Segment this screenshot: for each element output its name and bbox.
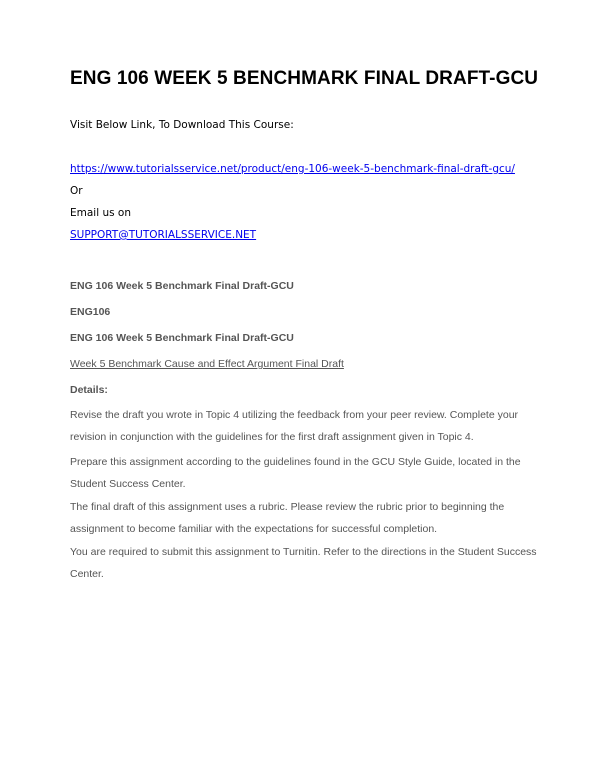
heading-two: ENG 106 Week 5 Benchmark Final Draft-GCU — [70, 332, 294, 344]
paragraph-rubric: The final draft of this assignment uses a rubric. Please review the rubric prior to beginning the assignment to become familiar with the expectations for successful completion. — [70, 501, 505, 535]
paragraph-turnitin: You are required to submit this assignment to Turnitin. Refer to the directions in the Student Success Center. — [70, 546, 537, 580]
course-code: ENG106 — [70, 306, 111, 318]
document-title: ENG 106 WEEK 5 BENCHMARK FINAL DRAFT-GCU — [70, 68, 539, 89]
intro-text: Visit Below Link, To Download This Course: — [70, 119, 294, 131]
email-label: Email us on — [70, 207, 132, 219]
or-text: Or — [70, 185, 83, 197]
paragraph-revise: Revise the draft you wrote in Topic 4 utilizing the feedback from your peer review. Complete your revision in conjunction with the guidelines for the first draft assignment given in Topic 4. — [70, 409, 519, 443]
product-link[interactable]: https://www.tutorialsservice.net/product/eng-106-week-5-benchmark-final-draft-gcu/ — [70, 163, 515, 175]
details-label: Details: — [70, 384, 108, 396]
heading-one: ENG 106 Week 5 Benchmark Final Draft-GCU — [70, 280, 294, 292]
paragraph-prepare: Prepare this assignment according to the guidelines found in the GCU Style Guide, located in the Student Success Center. — [70, 456, 521, 490]
email-link[interactable]: SUPPORT@TUTORIALSSERVICE.NET — [70, 229, 257, 241]
assignment-link[interactable]: Week 5 Benchmark Cause and Effect Argument Final Draft — [70, 358, 344, 370]
